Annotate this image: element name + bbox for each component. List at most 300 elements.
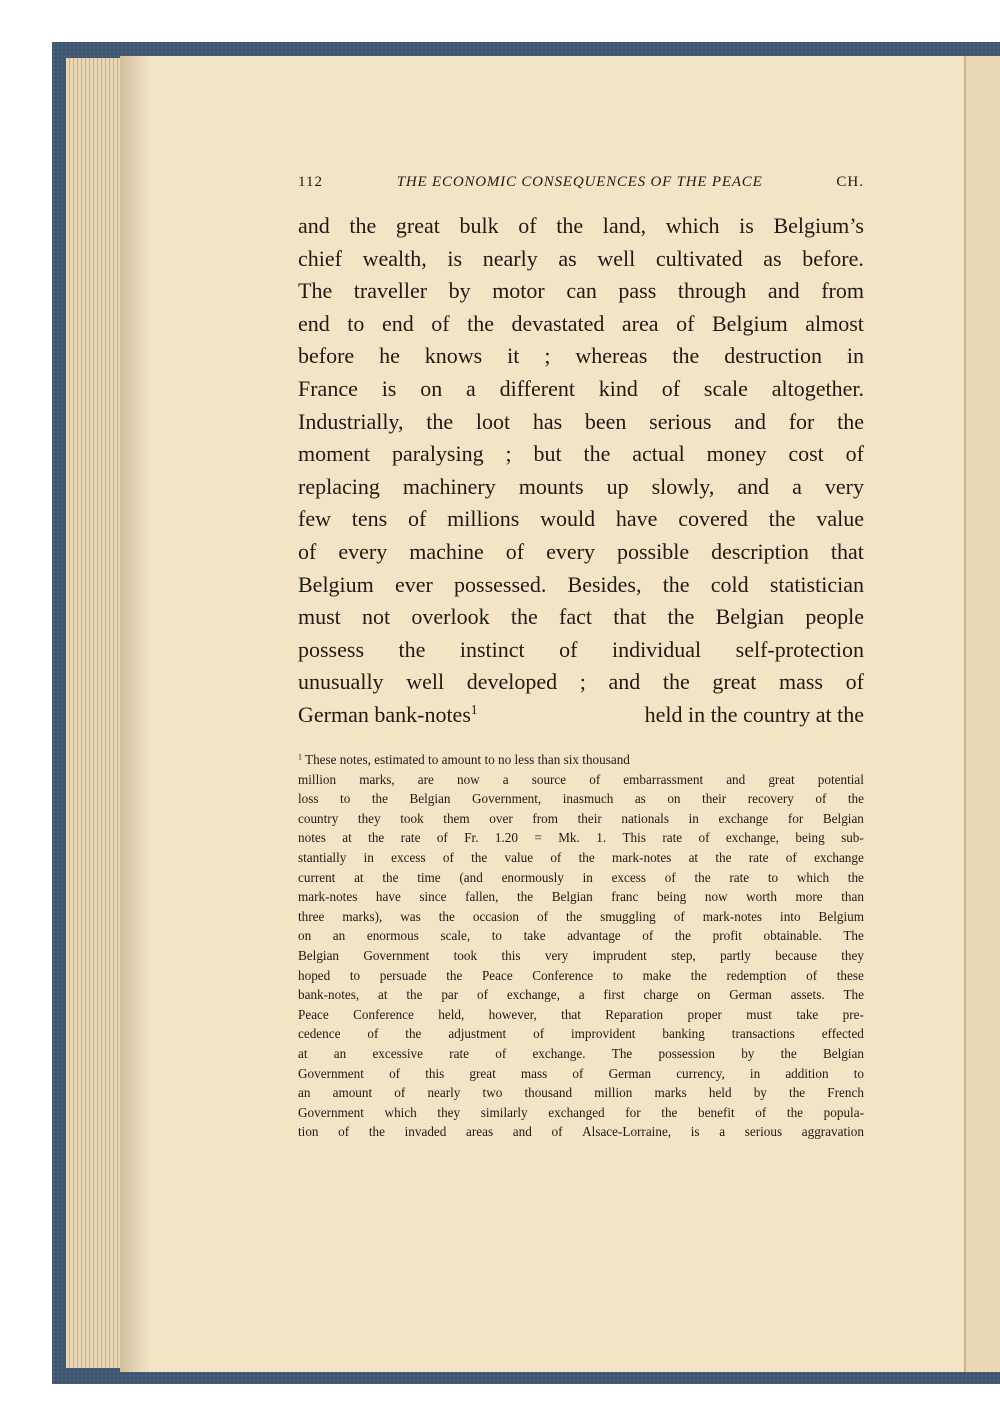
word: would: [540, 506, 596, 532]
word: must: [298, 604, 341, 630]
word: the: [715, 849, 732, 865]
word: which: [384, 1104, 417, 1120]
word: ;: [505, 441, 512, 467]
word: addition: [785, 1065, 829, 1081]
word: of: [698, 830, 710, 846]
word: of: [845, 441, 864, 467]
word: the: [667, 604, 695, 630]
word: of: [642, 928, 654, 944]
body-line: [298, 569, 864, 602]
word: few: [298, 506, 331, 532]
word: cedence: [298, 1026, 341, 1042]
word: scale: [703, 375, 748, 401]
word: since: [419, 889, 447, 905]
word: very: [544, 947, 569, 963]
word: great: [768, 771, 795, 787]
word: and: [734, 408, 766, 434]
word: smuggling: [600, 908, 656, 924]
word: of: [533, 1026, 545, 1042]
word: people: [805, 604, 864, 630]
page-number: 112: [298, 174, 323, 190]
word: the: [371, 791, 388, 807]
word: altogether.: [771, 375, 864, 401]
word: for: [788, 408, 815, 434]
body-text: [298, 210, 864, 732]
word: Belgian: [822, 1045, 864, 1061]
word: advantage: [567, 928, 621, 944]
word: time: [417, 869, 441, 885]
word: up: [606, 473, 629, 499]
word: nearly: [427, 1085, 461, 1101]
chapter-label: CH.: [836, 174, 864, 190]
word: chief: [298, 245, 342, 271]
footnote-line: [298, 926, 864, 946]
word: (and: [459, 869, 483, 885]
word: make: [642, 967, 672, 983]
word: the: [847, 869, 864, 885]
word: proper: [687, 1006, 722, 1022]
word: and: [737, 473, 770, 499]
word: money: [706, 441, 767, 467]
word: ;: [544, 343, 551, 369]
word: value: [816, 506, 864, 532]
word: Belgian: [551, 889, 593, 905]
word: on: [298, 928, 312, 944]
word: the: [398, 636, 426, 662]
footnote-line: [298, 1064, 864, 1084]
word: the: [382, 869, 399, 885]
word: first: [603, 987, 625, 1003]
word: on: [667, 791, 681, 807]
word: the: [662, 669, 690, 695]
word: source: [531, 771, 567, 787]
word: the: [349, 213, 377, 238]
word: traveller: [353, 278, 428, 304]
word: redemption: [726, 967, 787, 983]
footnote-marker: 1: [298, 752, 302, 762]
word: before: [298, 343, 355, 369]
word: take: [796, 1006, 819, 1022]
word: well: [406, 669, 445, 695]
word: the: [768, 506, 796, 532]
body-line: [298, 601, 864, 634]
word: great: [469, 1065, 496, 1081]
word: that: [830, 538, 864, 564]
word: mark-notes: [702, 908, 763, 924]
word: from: [532, 810, 558, 826]
word: fact: [559, 604, 592, 630]
word: the: [406, 987, 423, 1003]
word: overlook: [411, 604, 490, 630]
word: before.: [802, 245, 864, 271]
word: of: [367, 1026, 379, 1042]
word: of: [505, 538, 525, 564]
footnote-line: [298, 887, 864, 907]
word: self-protection: [735, 636, 864, 662]
word: take: [523, 928, 546, 944]
word: because: [775, 947, 817, 963]
word: must: [746, 1006, 772, 1022]
body-text-fragment: German bank-notes: [298, 701, 471, 727]
word: step,: [671, 947, 696, 963]
word: aggravation: [801, 1124, 864, 1140]
word: the: [438, 908, 455, 924]
word: benefit: [698, 1104, 735, 1120]
word: can: [566, 278, 597, 304]
word: description: [711, 538, 809, 564]
body-line: [298, 275, 864, 308]
word: statistician: [769, 571, 864, 597]
word: the: [694, 869, 711, 885]
word: in: [582, 869, 593, 885]
word: excess: [611, 869, 646, 885]
body-line: [298, 503, 864, 536]
word: machine: [409, 538, 484, 564]
footnote-line: [298, 1044, 864, 1064]
word: and: [726, 771, 746, 787]
word: machinery: [402, 473, 496, 499]
word: destruction: [724, 343, 822, 369]
body-text-fragment: held in the country at the: [644, 701, 864, 727]
word: worth: [746, 889, 777, 905]
word: Besides,: [567, 571, 642, 597]
word: Government: [298, 1065, 364, 1081]
word: areas: [466, 1124, 494, 1140]
body-line: [298, 340, 864, 373]
word: the: [847, 791, 864, 807]
word: German: [729, 987, 772, 1003]
word: bank-notes,: [298, 987, 360, 1003]
word: in: [363, 849, 374, 865]
word: marks: [654, 1085, 687, 1101]
word: in: [846, 343, 864, 369]
word: The: [843, 987, 864, 1003]
word: of: [298, 538, 317, 564]
word: similarly: [480, 1104, 528, 1120]
word: as: [763, 245, 782, 271]
word: a: [792, 473, 802, 499]
word: sub-: [841, 830, 864, 846]
word: mass: [520, 1065, 548, 1081]
word: exchanged: [548, 1104, 605, 1120]
word: ever: [394, 571, 433, 597]
footnote-line: [298, 789, 864, 809]
word: rate: [449, 1045, 469, 1061]
word: at: [342, 830, 352, 846]
body-line: [298, 243, 864, 276]
word: Belgium: [818, 908, 864, 924]
word: enormously: [501, 869, 564, 885]
word: on: [420, 375, 443, 401]
word: value: [504, 849, 534, 865]
word: has: [532, 408, 563, 434]
word: every: [546, 538, 595, 564]
word: motor: [492, 278, 545, 304]
word: occasion: [472, 908, 519, 924]
body-line: [298, 666, 864, 699]
word: persuade: [379, 967, 427, 983]
word: have: [615, 506, 658, 532]
word: rate: [662, 830, 683, 846]
word: recovery: [747, 791, 794, 807]
footnote: [298, 750, 864, 1142]
footnote-line: [298, 1122, 864, 1142]
word: end: [381, 310, 414, 336]
word: Government: [363, 947, 430, 963]
word: an: [332, 928, 346, 944]
word: moment: [298, 441, 371, 467]
word: Reparation: [605, 1006, 664, 1022]
word: popula-: [823, 1104, 864, 1120]
word: three: [298, 908, 325, 924]
word: imprudent: [592, 947, 647, 963]
word: and: [512, 1124, 532, 1140]
word: marks),: [342, 908, 383, 924]
word: of: [436, 830, 448, 846]
word: that: [561, 1006, 581, 1022]
word: Peace: [298, 1006, 329, 1022]
word: by: [741, 1045, 755, 1061]
word: kind: [598, 375, 638, 401]
word: of: [476, 987, 488, 1003]
word: to: [349, 967, 361, 983]
word: these: [836, 967, 864, 983]
word: mark-notes: [298, 889, 358, 905]
word: ;: [579, 669, 586, 695]
word: Belgian: [822, 810, 864, 826]
body-line: [298, 406, 864, 439]
word: The: [611, 1045, 633, 1061]
word: of: [572, 1065, 584, 1081]
footnote-line: [298, 770, 864, 790]
word: the: [405, 1026, 422, 1042]
word: very: [824, 473, 864, 499]
word: of: [673, 908, 685, 924]
word: on: [697, 987, 711, 1003]
word: the: [516, 889, 534, 905]
word: over: [489, 810, 513, 826]
word: and: [608, 669, 641, 695]
word: now: [456, 771, 480, 787]
word: cost: [788, 441, 824, 467]
word: country: [298, 810, 339, 826]
word: million: [594, 1085, 633, 1101]
word: of: [845, 669, 864, 695]
body-line-part: [298, 699, 477, 732]
body-line: [298, 471, 864, 504]
word: the: [583, 441, 611, 467]
word: them: [443, 810, 470, 826]
word: been: [584, 408, 627, 434]
word: franc: [611, 889, 639, 905]
word: their: [577, 810, 602, 826]
word: rate: [729, 869, 750, 885]
word: serious: [649, 408, 712, 434]
word: of: [495, 1045, 507, 1061]
word: to: [491, 928, 503, 944]
word: the: [556, 213, 584, 238]
word: area: [621, 310, 659, 336]
word: profit: [712, 928, 742, 944]
word: Government: [298, 1104, 364, 1120]
word: of: [551, 1124, 563, 1140]
word: they: [437, 1104, 461, 1120]
word: whereas: [575, 343, 648, 369]
word: took: [453, 947, 478, 963]
word: the: [426, 408, 454, 434]
word: their: [702, 791, 727, 807]
word: Conference: [353, 1006, 414, 1022]
word: wealth,: [362, 245, 427, 271]
footnote-line: [298, 985, 864, 1005]
word: a: [719, 1124, 726, 1140]
word: into: [780, 908, 801, 924]
word: of: [785, 849, 797, 865]
running-title: THE ECONOMIC CONSEQUENCES OF THE PEACE: [396, 174, 763, 190]
word: however,: [488, 1006, 537, 1022]
word: improvident: [571, 1026, 636, 1042]
word: but: [533, 441, 562, 467]
word: the: [467, 310, 494, 336]
word: which: [665, 213, 720, 238]
word: actual: [632, 441, 685, 467]
footnote-line: [298, 946, 864, 966]
word: the: [837, 408, 864, 434]
word: possess: [298, 636, 365, 662]
word: for: [625, 1104, 641, 1120]
word: 1.: [596, 830, 607, 846]
word: and: [298, 213, 330, 238]
page-edges: [66, 58, 126, 1368]
word: is: [690, 1124, 700, 1140]
word: being: [656, 889, 687, 905]
word: German: [608, 1065, 652, 1081]
word: transactions: [731, 1026, 795, 1042]
word: adjustment: [448, 1026, 507, 1042]
word: the: [786, 1104, 804, 1120]
word: rate: [400, 830, 421, 846]
word: by: [448, 278, 471, 304]
word: was: [400, 908, 421, 924]
word: Belgium: [298, 571, 374, 597]
word: Alsace-Lorraine,: [582, 1124, 672, 1140]
word: of: [338, 1124, 350, 1140]
word: mark-notes: [611, 849, 672, 865]
footnote-line: [298, 1103, 864, 1123]
word: the: [789, 1085, 806, 1101]
word: effected: [821, 1026, 864, 1042]
word: rate: [748, 849, 769, 865]
word: now: [704, 889, 728, 905]
word: fallen,: [465, 889, 499, 905]
word: loot: [475, 408, 511, 434]
word: almost: [805, 310, 864, 336]
word: pre-: [842, 1006, 864, 1022]
word: potential: [817, 771, 864, 787]
word: excessive: [372, 1045, 423, 1061]
word: Belgium: [711, 310, 788, 336]
word: Belgium’s: [773, 213, 864, 238]
word: it: [507, 343, 520, 369]
next-page-edge: [964, 56, 1000, 1372]
word: great: [395, 213, 440, 238]
word: are: [417, 771, 434, 787]
footnote-reference: 1: [470, 702, 478, 717]
word: marks,: [359, 771, 395, 787]
word: different: [499, 375, 575, 401]
word: in: [688, 810, 699, 826]
word: nearly: [482, 245, 538, 271]
word: for: [787, 810, 804, 826]
word: notes: [298, 830, 326, 846]
word: Peace: [481, 967, 513, 983]
word: Mk.: [558, 830, 580, 846]
word: and: [767, 278, 800, 304]
word: of: [664, 869, 676, 885]
body-line: [298, 373, 864, 406]
word: possible: [616, 538, 690, 564]
word: millions: [447, 506, 520, 532]
word: is: [447, 245, 463, 271]
running-header: [298, 174, 864, 198]
word: assets.: [790, 987, 825, 1003]
footnote-line: [298, 848, 864, 868]
word: replacing: [298, 473, 380, 499]
word: exchange.: [532, 1045, 586, 1061]
word: the: [510, 604, 538, 630]
word: stantially: [298, 849, 347, 865]
word: Belgian: [715, 604, 785, 630]
word: of: [755, 1104, 767, 1120]
word: the: [368, 1124, 385, 1140]
word: enormous: [366, 928, 419, 944]
word: instinct: [459, 636, 525, 662]
word: the: [674, 928, 691, 944]
word: slowly,: [651, 473, 715, 499]
word: this: [501, 947, 521, 963]
word: France: [298, 375, 358, 401]
word: of: [806, 967, 818, 983]
word: French: [827, 1085, 864, 1101]
word: scale,: [440, 928, 471, 944]
word: the: [368, 830, 385, 846]
word: an: [333, 1045, 347, 1061]
word: partly: [720, 947, 751, 963]
word: at: [378, 987, 388, 1003]
word: the: [471, 849, 488, 865]
word: exchange: [718, 810, 769, 826]
word: Conference: [532, 967, 594, 983]
word: charge: [643, 987, 679, 1003]
word: obtainable.: [763, 928, 822, 944]
word: than: [841, 889, 864, 905]
word: mass: [778, 669, 823, 695]
word: at: [298, 1045, 308, 1061]
word: of: [389, 1065, 401, 1081]
word: amount: [332, 1085, 373, 1101]
word: not: [362, 604, 391, 630]
body-line: [298, 634, 864, 667]
footnote-text: These notes, estimated to amount to no less than six thousand: [305, 752, 630, 767]
word: serious: [744, 1124, 783, 1140]
word: an: [298, 1085, 311, 1101]
word: exchange,: [725, 830, 779, 846]
word: at: [688, 849, 699, 865]
word: the: [690, 967, 707, 983]
word: every: [338, 538, 388, 564]
footnote-line: [298, 966, 864, 986]
word: of: [559, 636, 578, 662]
